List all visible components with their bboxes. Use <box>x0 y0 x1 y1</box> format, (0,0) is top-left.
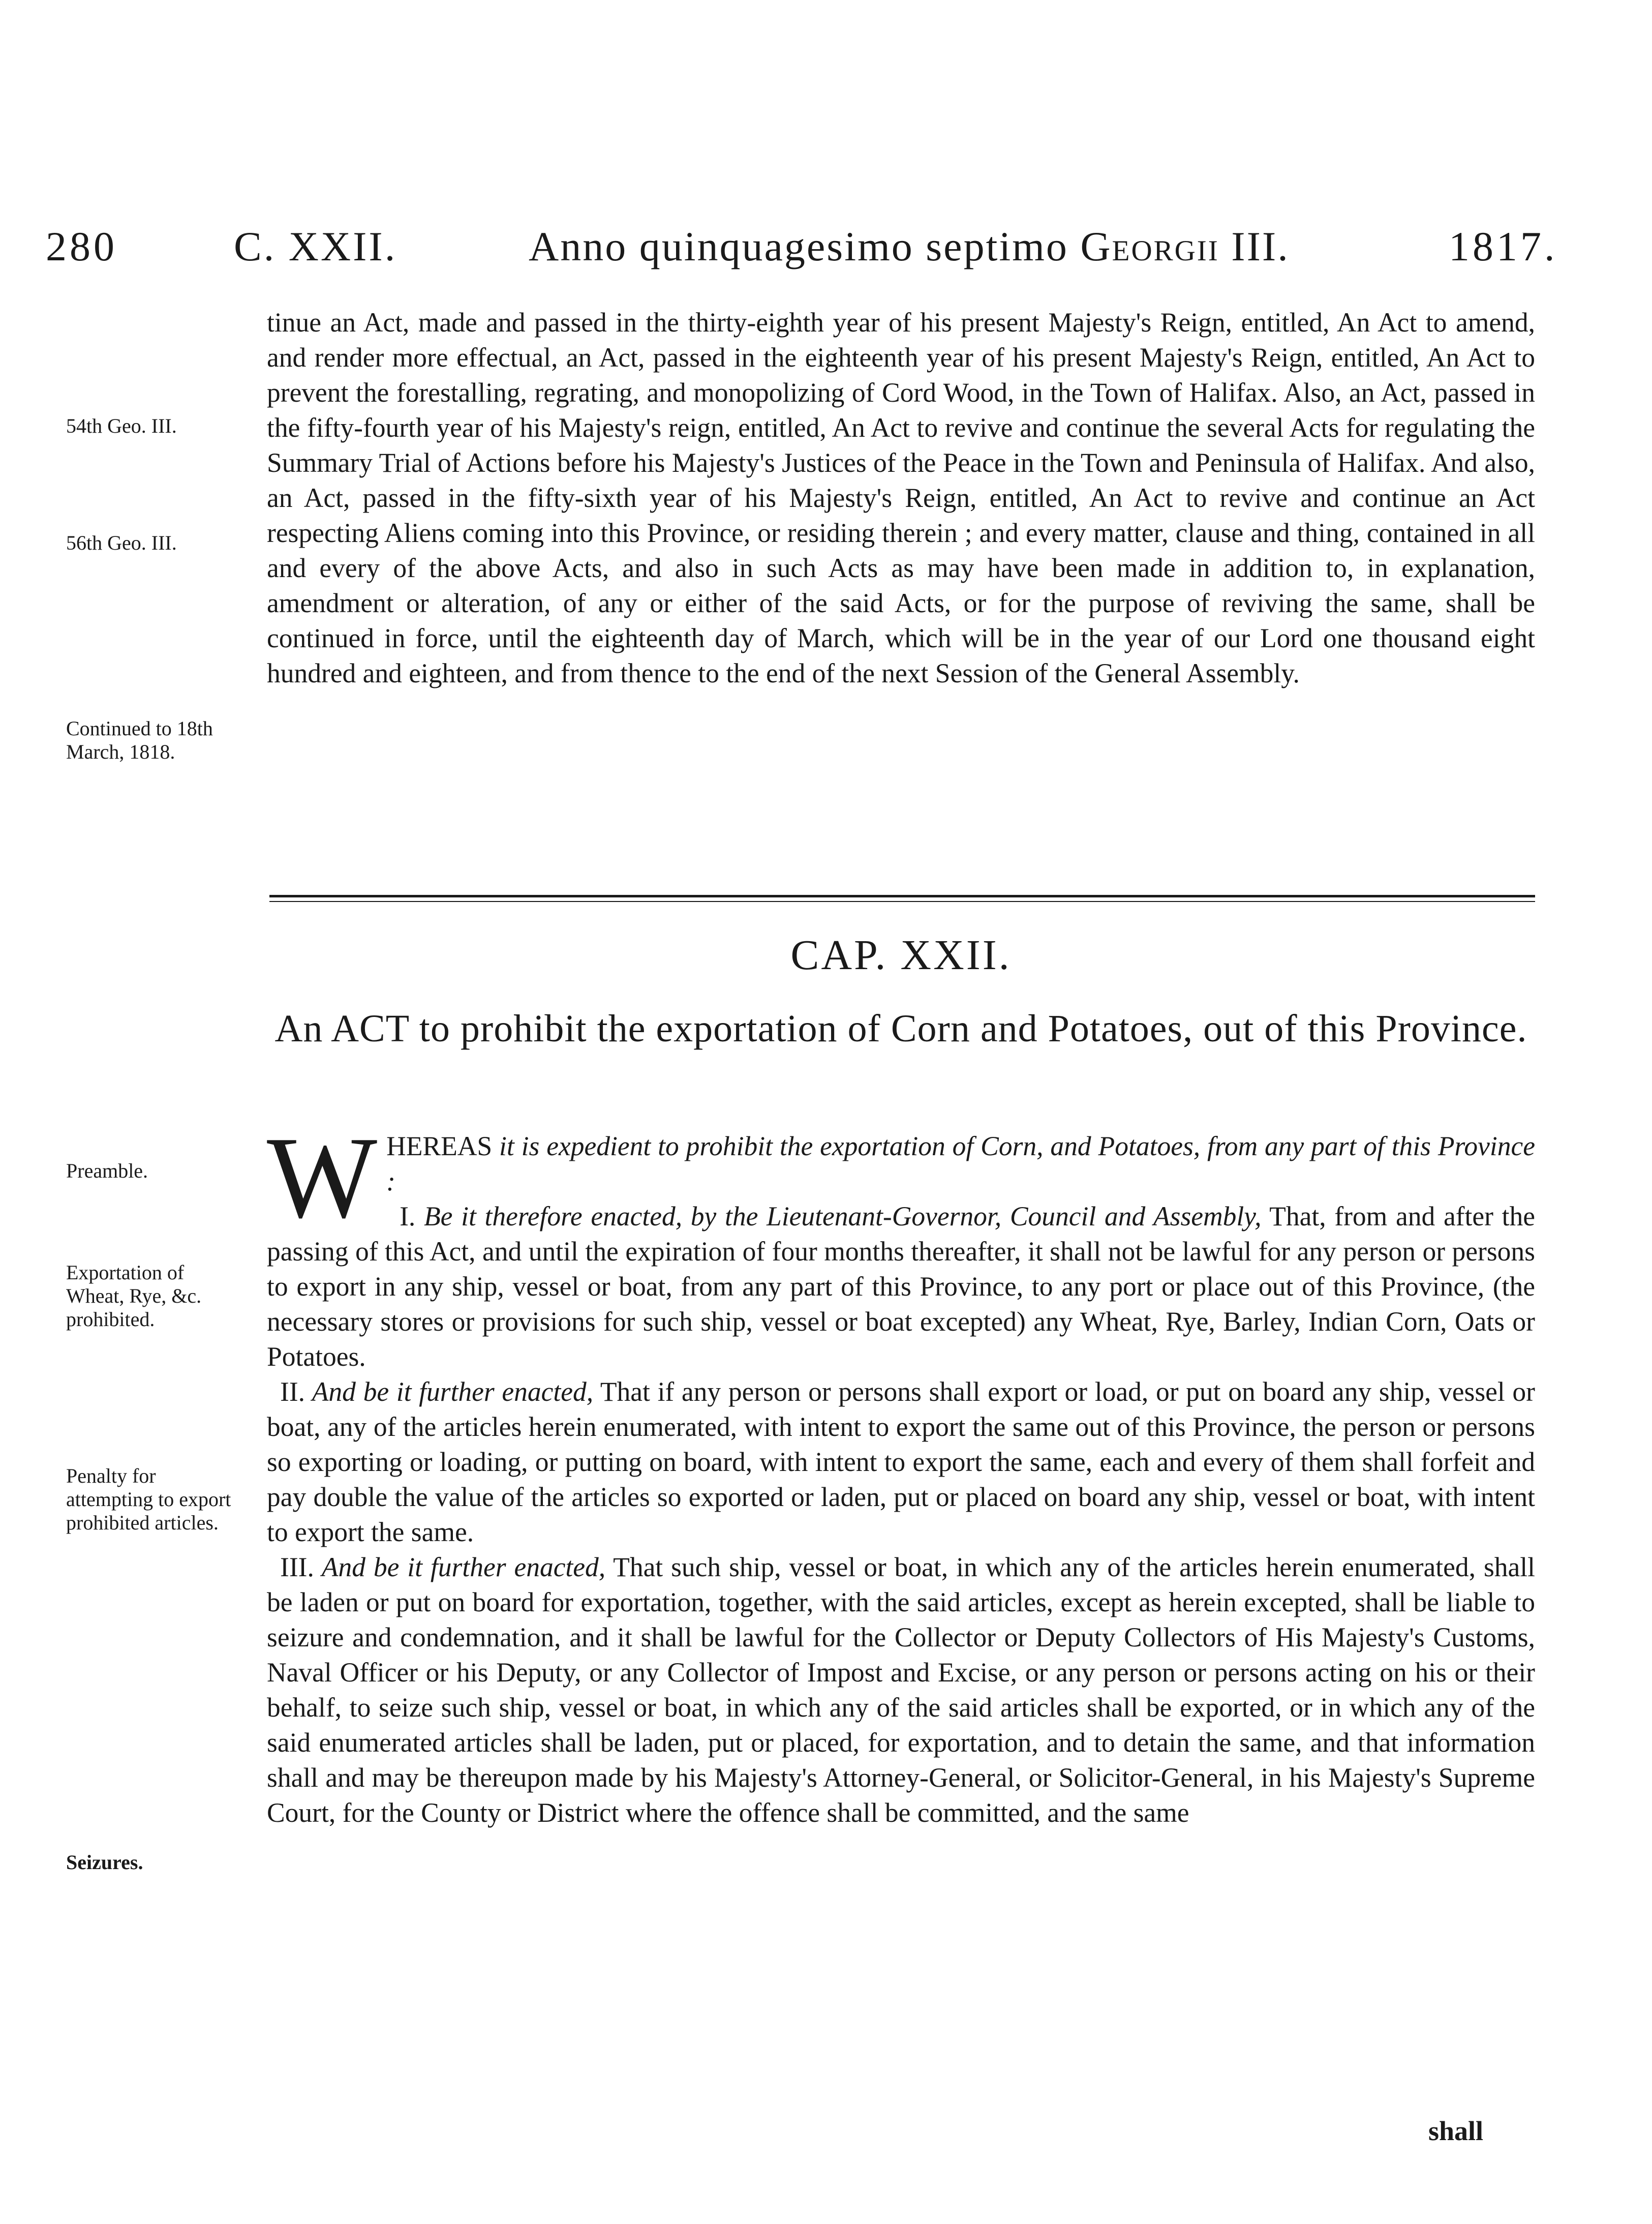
preamble-lead: HEREAS <box>386 1131 493 1161</box>
section-2-number: II. <box>280 1376 305 1407</box>
margin-note-continued: Continued to 18th March, 1818. <box>66 717 213 763</box>
margin-note-geo54: 54th Geo. III. <box>66 414 177 437</box>
section-1 <box>267 1199 1535 1374</box>
running-header <box>0 223 1652 279</box>
section-1-text: That, from and after the passing of this Act, and until the expiration of four months thereafter, it shall not be lawful for any person or persons to export in any ship, vessel or boat, from any part of this Province, to any port or place out of this Province, (the necessary stores or provisions for such ship, vessel or boat excepted) any Wheat, Rye, Barley, Indian Corn, Oats or Potatoes. <box>267 1201 1535 1372</box>
page-number: 280 <box>46 223 117 269</box>
running-title-regnal: III. <box>1219 223 1290 269</box>
section-3-enacting-clause: And be it further enacted, <box>314 1552 606 1582</box>
act-title: An ACT to prohibit the exportation of Corn and Potatoes, out of this Province. <box>274 1007 1527 1050</box>
continuation-paragraph: tinue an Act, made and passed in the thirty-eighth year of his present Majesty's Reign, entitled, An Act to amend, and render more effectual, an Act, passed in the eighteenth year of his present Majesty's Reign, entitled, An Act to prevent the forestalling, regrating, and monopolizing of Cord Wood, in the Town of Halifax. Also, an Act, passed in the fifty-fourth year of his Majesty's reign, entitled, An Act to revive and continue the several Acts for regulating the Summary Trial of Actions before his Majesty's Justices of the Peace in the Town and Peninsula of Halifax. And also, an Act, passed in the fifty-sixth year of his Majesty's Reign, entitled, An Act to revive and continue an Act respecting Aliens coming into this Province, or residing therein ; and every matter, clause and thing, contained in all and every of the above Acts, and also in such Acts as may have been made in addition to, in explanation, amendment or alteration, of any or either of the said Acts, or for the purpose of reviving the same, shall be continued in force, until the eighteenth day of March, which will be in the year of our Lord one thousand eight hundred and eighteen, and from thence to the end of the next Session of the General Assembly. <box>267 307 1535 688</box>
catchword: shall <box>1428 2116 1484 2146</box>
running-title-main: Anno quinquagesimo septimo <box>529 223 1081 269</box>
section-3 <box>267 1550 1535 1830</box>
section-3-text: That such ship, vessel or boat, in which any of the articles herein enumerated, shall be laden or put on board for exportation, together, with the said articles, except as herein excepted, shall be liable to seizure and condemnation, and it shall be lawful for the Collector or Deputy Collectors of His Majesty's Customs, Naval Officer or his Deputy, or any Collector of Impost and Excise, or any person or persons acting on his or their behalf, to seize such ship, vessel or boat, in which any of the said articles shall be exported, or in which any of the said enumerated articles shall be laden, put or placed, for exportation, and to detain the same, and that information shall and may be thereupon made by his Majesty's Attorney-General, or Solicitor-General, in his Majesty's Supreme Court, for the County or District where the offence shall be committed, and the same <box>267 1552 1535 1828</box>
margin-note-geo56: 56th Geo. III. <box>66 531 177 554</box>
chapter-heading: CAP. XXII. <box>790 931 1012 979</box>
section-1-number: I. <box>400 1201 416 1231</box>
preamble-text: it is expedient to prohibit the exportation of Corn, and Potatoes, from any part of this Province : <box>386 1131 1535 1196</box>
margin-note-preamble: Preamble. <box>66 1159 148 1182</box>
margin-note-seizures: Seizures. <box>66 1851 143 1874</box>
running-title-king: Georgii <box>1080 223 1219 269</box>
running-title <box>529 223 1290 271</box>
section-1-enacting-clause: Be it therefore enacted, by the Lieutenant-Governor, Council and Assembly, <box>415 1201 1262 1231</box>
section-2-enacting-clause: And be it further enacted, <box>305 1376 594 1407</box>
margin-note-exportation: Exportation of Wheat, Rye, &c. prohibited. <box>66 1261 202 1331</box>
act-body <box>267 1113 1536 1830</box>
chapter-reference: C. XXII. <box>234 223 397 269</box>
margin-note-penalty: Penalty for attempting to export prohibited articles. <box>66 1464 231 1534</box>
drop-cap: W <box>267 1113 378 1242</box>
section-2 <box>267 1374 1535 1550</box>
section-2-text: That if any person or persons shall export or load, or put on board any ship, vessel or boat, any of the articles herein enumerated, with intent to export the same out of this Province, the person or persons so exporting or loading, or putting on board, with intent to export the same, each and every of them shall forfeit and pay double the value of the articles so exported or laden, put or placed on board any ship, vessel or boat, with intent to export the same. <box>267 1376 1536 1547</box>
section-3-number: III. <box>280 1552 314 1582</box>
section-divider <box>269 895 1535 897</box>
page-year: 1817. <box>1449 223 1558 269</box>
section-divider-thin <box>269 901 1535 902</box>
